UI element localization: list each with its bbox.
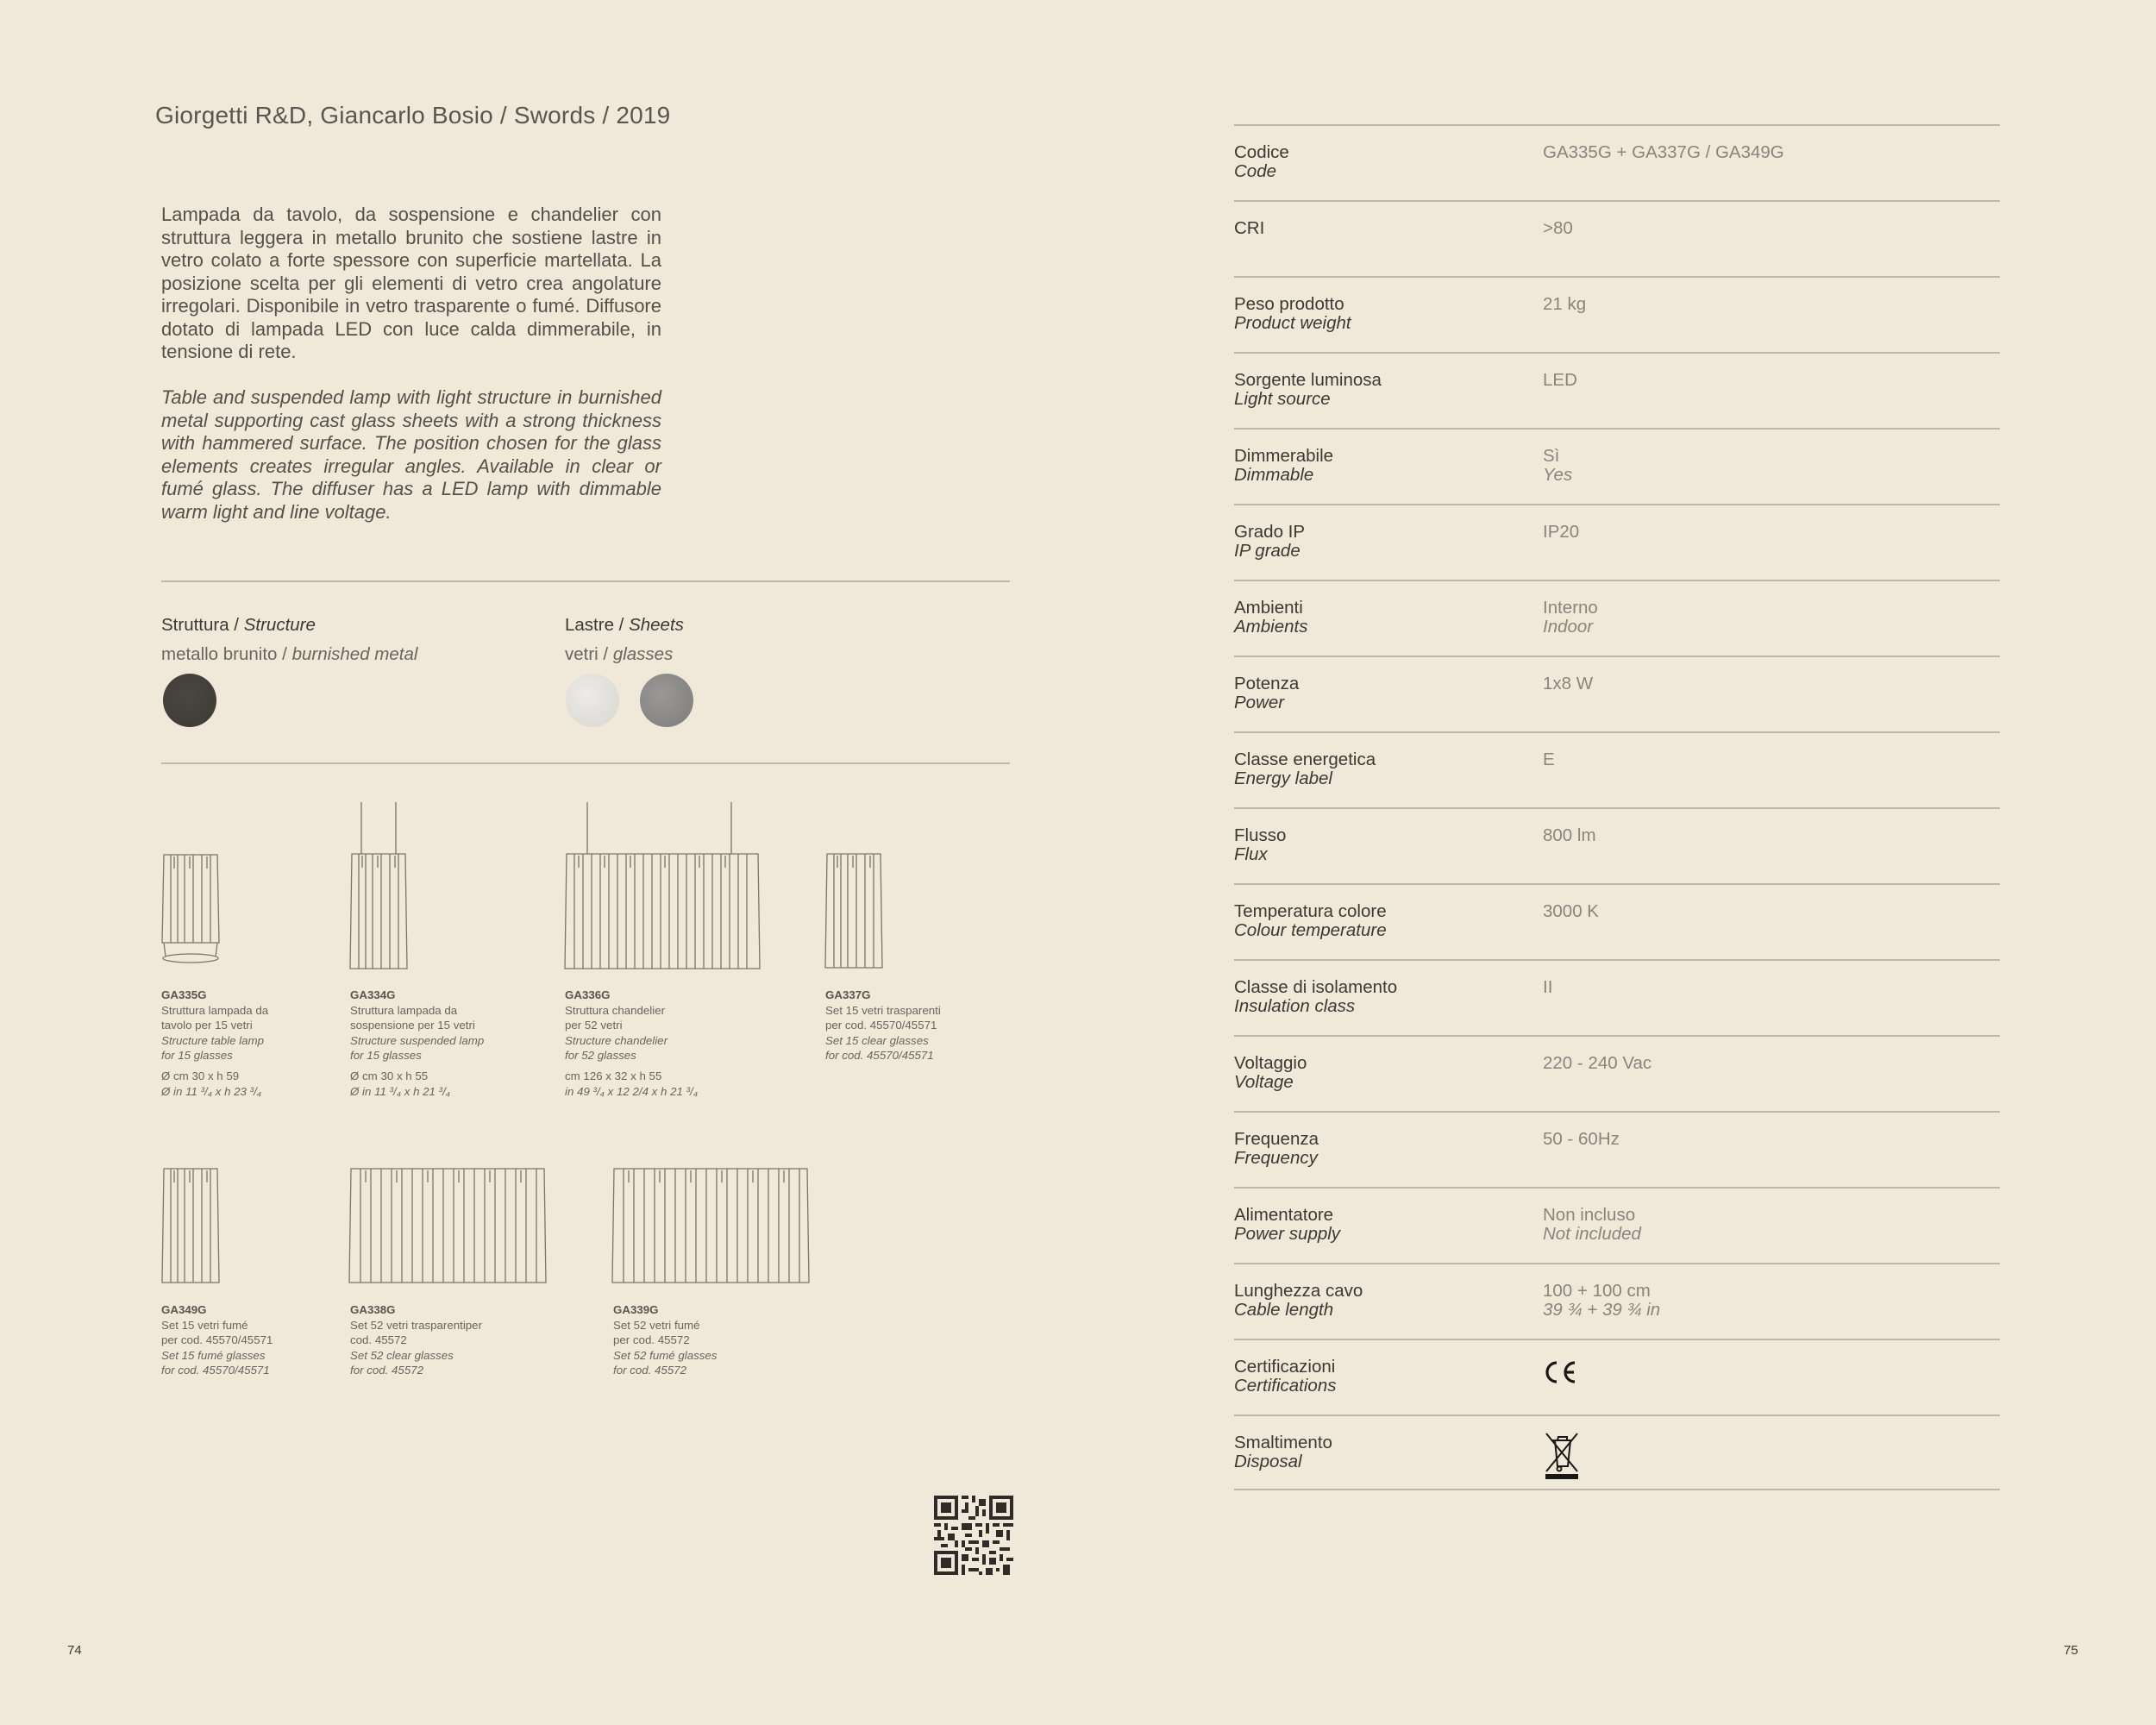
spec-row bbox=[1234, 428, 2000, 504]
spec-label-en: Voltage bbox=[1234, 1072, 1294, 1092]
structure-label-it: Struttura / bbox=[161, 615, 240, 635]
sheets-finish bbox=[565, 644, 673, 665]
caption-line: Set 15 vetri trasparenti bbox=[825, 1003, 941, 1017]
spec-label-it: Peso prodotto bbox=[1234, 294, 1344, 314]
spec-value-it: 800 lm bbox=[1543, 825, 1596, 845]
spec-label-it: Grado IP bbox=[1234, 522, 1306, 542]
product-code: GA336G bbox=[565, 988, 611, 1001]
caption-line: for 15 glasses bbox=[161, 1049, 233, 1063]
spec-row bbox=[1234, 1111, 2000, 1187]
spec-row bbox=[1234, 1187, 2000, 1263]
spec-label-it: Lunghezza cavo bbox=[1234, 1281, 1363, 1301]
ce-mark-icon bbox=[1543, 1359, 1579, 1389]
caption-line: Set 52 clear glasses bbox=[350, 1348, 454, 1362]
spec-value bbox=[1543, 902, 1599, 921]
spec-label-it: Sorgente luminosa bbox=[1234, 370, 1382, 390]
spec-label-en: Product weight bbox=[1234, 313, 1351, 333]
structure-heading bbox=[161, 615, 316, 636]
spec-row bbox=[1234, 1035, 2000, 1111]
spec-label-en: Energy label bbox=[1234, 768, 1332, 788]
divider bbox=[161, 580, 1010, 582]
caption-line: Set 15 clear glasses bbox=[825, 1033, 929, 1047]
dimensions-in: Ø in 11 ³/₄ x h 23 ³/₄ bbox=[161, 1084, 262, 1098]
product-code: GA338G bbox=[350, 1303, 396, 1316]
spec-label-en: Flux bbox=[1234, 844, 1268, 864]
spec-value bbox=[1543, 978, 1552, 997]
caption-line: for 52 glasses bbox=[565, 1049, 636, 1063]
caption-line: for cod. 45570/45571 bbox=[825, 1049, 934, 1063]
clear-glass-swatch bbox=[566, 674, 619, 727]
spec-label-en: Power bbox=[1234, 693, 1285, 712]
caption-line: Set 52 vetri trasparentiper bbox=[350, 1318, 482, 1332]
spec-label-en: Disposal bbox=[1234, 1452, 1302, 1471]
product-code: GA337G bbox=[825, 988, 871, 1001]
dimensions-cm: Ø cm 30 x h 55 bbox=[350, 1069, 429, 1082]
spec-value-it: E bbox=[1543, 750, 1555, 769]
spec-label-en: Dimmable bbox=[1234, 465, 1314, 485]
spec-row bbox=[1234, 352, 2000, 428]
spec-value bbox=[1543, 674, 1593, 693]
spec-label-en: Certifications bbox=[1234, 1376, 1337, 1396]
caption-line: Struttura lampada da bbox=[350, 1003, 458, 1017]
page-number-right: 75 bbox=[2064, 1643, 2078, 1658]
spec-row bbox=[1234, 807, 2000, 883]
caption-line: Set 52 vetri fumé bbox=[613, 1318, 700, 1332]
spec-label bbox=[1234, 1206, 1340, 1244]
product-caption bbox=[161, 1302, 273, 1378]
spec-label bbox=[1234, 599, 1307, 637]
spec-label-it: Temperatura colore bbox=[1234, 901, 1387, 921]
spec-row bbox=[1234, 656, 2000, 731]
spec-label bbox=[1234, 674, 1299, 712]
fume-glass-set-drawing bbox=[160, 1167, 222, 1284]
product-caption bbox=[350, 988, 484, 1099]
caption-line: for 15 glasses bbox=[350, 1049, 422, 1063]
spec-row bbox=[1234, 1263, 2000, 1339]
spec-label bbox=[1234, 1054, 1307, 1092]
spec-label-en: Light source bbox=[1234, 389, 1331, 409]
caption-line: Structure suspended lamp bbox=[350, 1033, 485, 1047]
spec-label-it: Ambienti bbox=[1234, 598, 1303, 618]
spec-label bbox=[1234, 219, 1264, 238]
caption-line: for cod. 45570/45571 bbox=[161, 1364, 270, 1377]
spec-label bbox=[1234, 143, 1289, 181]
spec-row bbox=[1234, 883, 2000, 959]
spec-label-en: Frequency bbox=[1234, 1148, 1318, 1168]
spec-table bbox=[1234, 124, 2000, 1490]
caption-line: Struttura lampada da bbox=[161, 1003, 269, 1017]
spec-value-it: 3000 K bbox=[1543, 901, 1599, 921]
spec-row bbox=[1234, 124, 2000, 200]
spec-row bbox=[1234, 276, 2000, 352]
caption-line: Set 15 vetri fumé bbox=[161, 1318, 248, 1332]
dimensions-in: Ø in 11 ³/₄ x h 21 ³/₄ bbox=[350, 1084, 451, 1098]
sheets-finish-en: glasses bbox=[612, 644, 674, 664]
spec-label bbox=[1234, 978, 1397, 1016]
spec-value-it: LED bbox=[1543, 370, 1577, 390]
spec-label-en: Power supply bbox=[1234, 1224, 1341, 1244]
spec-label bbox=[1234, 826, 1286, 864]
spec-label-en: Insulation class bbox=[1234, 996, 1356, 1016]
spec-label-it: Classe energetica bbox=[1234, 750, 1376, 769]
spec-row bbox=[1234, 1339, 2000, 1414]
product-caption bbox=[613, 1302, 717, 1378]
caption-line: sospensione per 15 vetri bbox=[350, 1019, 475, 1032]
spec-value bbox=[1543, 826, 1596, 845]
spec-value-it: GA335G + GA337G / GA349G bbox=[1543, 142, 1784, 162]
spec-value bbox=[1543, 371, 1577, 390]
spec-label-en: Code bbox=[1234, 161, 1277, 181]
clear-glass-set-52-drawing bbox=[348, 1167, 548, 1284]
structure-label-en: Structure bbox=[243, 615, 316, 635]
product-code: GA349G bbox=[161, 1303, 207, 1316]
caption-line: Struttura chandelier bbox=[565, 1003, 666, 1017]
spec-value-it: 50 - 60Hz bbox=[1543, 1129, 1620, 1149]
suspension-lamp-drawing bbox=[348, 802, 411, 970]
fume-glass-set-52-drawing bbox=[611, 1167, 812, 1284]
spec-label bbox=[1234, 750, 1376, 788]
spec-label bbox=[1234, 1130, 1319, 1168]
spec-value-en: Indoor bbox=[1543, 617, 1594, 637]
spec-value-it: 21 kg bbox=[1543, 294, 1587, 314]
sheets-label-it: Lastre / bbox=[565, 615, 624, 635]
spec-value-it: II bbox=[1543, 977, 1553, 997]
spec-value-it: Non incluso bbox=[1543, 1205, 1636, 1225]
spec-value-it: 1x8 W bbox=[1543, 674, 1594, 693]
spec-label bbox=[1234, 1358, 1337, 1396]
sheets-finish-it: vetri / bbox=[565, 644, 609, 664]
spec-value bbox=[1543, 523, 1579, 542]
burnished-metal-swatch bbox=[163, 674, 216, 727]
spec-value-it: >80 bbox=[1543, 218, 1573, 238]
spec-value bbox=[1543, 599, 1598, 637]
spec-value bbox=[1543, 143, 1784, 162]
sheets-label-en: Sheets bbox=[629, 615, 684, 635]
spec-value bbox=[1543, 1130, 1620, 1149]
spec-label bbox=[1234, 1433, 1332, 1471]
spec-label-it: Frequenza bbox=[1234, 1129, 1319, 1149]
spec-label-it: Smaltimento bbox=[1234, 1433, 1332, 1452]
spec-label-it: Potenza bbox=[1234, 674, 1300, 693]
caption-line: per cod. 45570/45571 bbox=[825, 1019, 937, 1032]
caption-line: Set 15 fumé glasses bbox=[161, 1348, 266, 1362]
spec-label-it: Dimmerabile bbox=[1234, 446, 1334, 466]
description-italian: Lampada da tavolo, da sospensione e chandelier con struttura leggera in metallo brunito che sostiene lastre in vetro colato a forte spessore con superficie martellata. La posizione scelta per gli elementi di vetro crea angolature irregolari. Disponibile in vetro trasparente o fumé. Diffusore dotato di lampada LED con luce calda dimmerabile, in tensione di rete. bbox=[161, 204, 661, 362]
spec-value bbox=[1543, 219, 1573, 238]
spec-value bbox=[1543, 1358, 1579, 1389]
table-lamp-drawing bbox=[160, 850, 222, 970]
caption-line: Structure chandelier bbox=[565, 1033, 667, 1047]
spec-value bbox=[1543, 1054, 1651, 1073]
spec-label-en: Cable length bbox=[1234, 1300, 1334, 1320]
spec-value-it: 100 + 100 cm bbox=[1543, 1281, 1651, 1301]
caption-line: Structure table lamp bbox=[161, 1033, 264, 1047]
spec-label-en: Colour temperature bbox=[1234, 920, 1387, 940]
spec-row bbox=[1234, 731, 2000, 807]
caption-line: tavolo per 15 vetri bbox=[161, 1019, 253, 1032]
product-caption bbox=[350, 1302, 482, 1378]
caption-line: for cod. 45572 bbox=[613, 1364, 687, 1377]
page-number-left: 74 bbox=[67, 1643, 82, 1658]
caption-line: per 52 vetri bbox=[565, 1019, 623, 1032]
caption-line: for cod. 45572 bbox=[350, 1364, 424, 1377]
sheets-heading bbox=[565, 615, 684, 636]
chandelier-drawing bbox=[564, 802, 762, 970]
spec-label-it: Flusso bbox=[1234, 825, 1287, 845]
dimensions-cm: cm 126 x 32 x h 55 bbox=[565, 1069, 662, 1082]
spec-row bbox=[1234, 200, 2000, 276]
product-caption bbox=[161, 988, 268, 1099]
spec-label bbox=[1234, 523, 1305, 561]
structure-finish-it: metallo brunito / bbox=[161, 644, 287, 664]
spec-value bbox=[1543, 750, 1555, 769]
caption-line: Set 52 fumé glasses bbox=[613, 1348, 718, 1362]
spec-value-it: Interno bbox=[1543, 598, 1598, 618]
qr-code-icon[interactable] bbox=[934, 1496, 1013, 1579]
description-english: Table and suspended lamp with light structure in burnished metal supporting cast glass sheets with a strong thickness with hammered surface. The position chosen for the glass elements creates irregular angles. Available in clear or fumé glass. The diffuser has a LED lamp with dimmable warm light and line voltage. bbox=[161, 386, 661, 523]
product-caption bbox=[825, 988, 941, 1063]
spec-value-it: Sì bbox=[1543, 446, 1560, 466]
clear-glass-set-drawing bbox=[824, 852, 886, 969]
structure-finish bbox=[161, 644, 417, 665]
spec-row bbox=[1234, 580, 2000, 656]
spec-label bbox=[1234, 902, 1387, 940]
spec-label bbox=[1234, 295, 1351, 333]
spec-value-it: IP20 bbox=[1543, 522, 1580, 542]
spec-row bbox=[1234, 959, 2000, 1035]
spec-value-it: 220 - 240 Vac bbox=[1543, 1053, 1652, 1073]
product-code: GA335G bbox=[161, 988, 207, 1001]
spec-label-it: Voltaggio bbox=[1234, 1053, 1307, 1073]
spec-label bbox=[1234, 447, 1333, 485]
product-code: GA334G bbox=[350, 988, 396, 1001]
caption-line: cod. 45572 bbox=[350, 1333, 407, 1347]
divider bbox=[161, 762, 1010, 764]
dimensions-in: in 49 ³/₄ x 12 2/4 x h 21 ³/₄ bbox=[565, 1084, 699, 1098]
fume-glass-swatch bbox=[640, 674, 693, 727]
page-title: Giorgetti R&D, Giancarlo Bosio / Swords / 2019 bbox=[155, 102, 671, 129]
spec-value bbox=[1543, 295, 1586, 314]
spec-label bbox=[1234, 1282, 1363, 1320]
spec-value bbox=[1543, 447, 1572, 485]
spec-label-en: IP grade bbox=[1234, 541, 1300, 561]
spec-row bbox=[1234, 1414, 2000, 1490]
spec-label bbox=[1234, 371, 1382, 409]
spec-label-it: Codice bbox=[1234, 142, 1289, 162]
caption-line: per cod. 45572 bbox=[613, 1333, 690, 1347]
spec-row bbox=[1234, 504, 2000, 580]
product-caption bbox=[565, 988, 698, 1099]
spec-value bbox=[1543, 1206, 1641, 1244]
spec-value bbox=[1543, 1282, 1660, 1320]
dimensions-cm: Ø cm 30 x h 59 bbox=[161, 1069, 240, 1082]
spec-value-en: Not included bbox=[1543, 1224, 1641, 1244]
product-code: GA339G bbox=[613, 1303, 659, 1316]
spec-value-en: 39 ¾ + 39 ¾ in bbox=[1543, 1300, 1661, 1320]
spec-label-it: Alimentatore bbox=[1234, 1205, 1334, 1225]
weee-bin-icon bbox=[1543, 1428, 1581, 1484]
spec-label-en: Ambients bbox=[1234, 617, 1308, 637]
spec-value-en: Yes bbox=[1543, 465, 1573, 485]
spec-value bbox=[1543, 1433, 1581, 1484]
structure-finish-en: burnished metal bbox=[291, 644, 418, 664]
spec-label-it: Certificazioni bbox=[1234, 1357, 1336, 1377]
caption-line: per cod. 45570/45571 bbox=[161, 1333, 273, 1347]
spec-label-it: Classe di isolamento bbox=[1234, 977, 1398, 997]
spec-label-it: CRI bbox=[1234, 218, 1265, 238]
